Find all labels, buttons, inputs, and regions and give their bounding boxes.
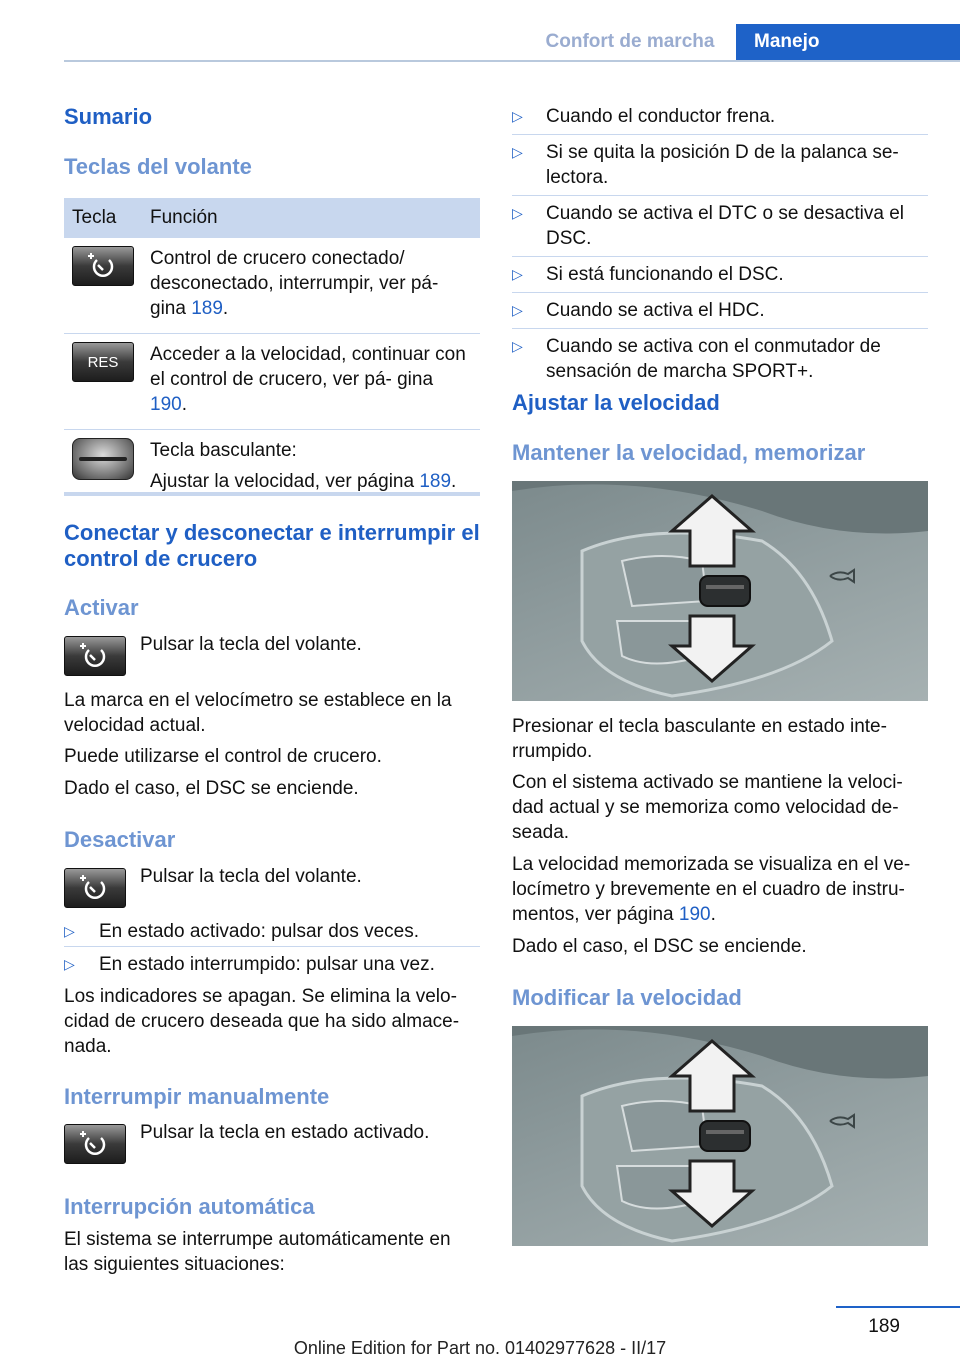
- manual-instruction: Pulsar la tecla en estado activado.: [140, 1122, 430, 1143]
- list-item: [512, 298, 928, 329]
- ajustar-para-3-end: .: [710, 904, 716, 925]
- table-bottom-rule: [64, 492, 480, 496]
- col-function-header: Función: [142, 198, 480, 238]
- list-item: [64, 952, 480, 977]
- cruise-control-key-icon: [64, 1124, 126, 1164]
- footer-edition: Online Edition for Part no. 01402977628 - II/17: [293, 1338, 667, 1358]
- row3-end: .: [451, 471, 457, 492]
- triangle-bullet-icon: ▷: [512, 338, 523, 354]
- bullet-text: En estado interrumpido: pulsar una vez.: [99, 954, 435, 975]
- steering-wheel-rocker-illustration: [512, 481, 928, 701]
- subtitle-modificar: Modificar la velocidad: [512, 985, 742, 1010]
- activar-para-2: Puede utilizarse el control de crucero.: [64, 746, 382, 767]
- row2-text: Acceder a la velocidad, continuar con el control de crucero, ver pá- gina: [150, 344, 466, 390]
- bullet-text: Cuando se activa con el conmutador de sensación de marcha SPORT+.: [546, 336, 881, 382]
- bullet-text: En estado activado: pulsar dos veces.: [99, 921, 420, 942]
- page-title: Sumario: [64, 104, 153, 129]
- cruise-control-key-icon: [72, 246, 134, 286]
- bullet-text: Cuando se activa el HDC.: [546, 300, 765, 321]
- cruise-control-key-icon: [64, 636, 126, 676]
- ajustar-para-3-text: La velocidad memorizada se visualiza en el ve- locímetro y brevemente en el cuadro de instru- mentos, ver página: [512, 854, 911, 925]
- list-item: [512, 104, 928, 135]
- row1-text: Control de crucero conectado/ desconectado, interrumpir, ver pá- gina: [150, 248, 439, 319]
- footer-rule: [836, 1306, 960, 1308]
- heading-activar: Activar: [64, 595, 139, 620]
- list-item: [64, 919, 480, 944]
- row3-page-link[interactable]: 189: [419, 471, 452, 492]
- auto-para: El sistema se interrumpe automáticamente en las siguientes situaciones:: [64, 1229, 451, 1275]
- activar-para-3: Dado el caso, el DSC se enciende.: [64, 778, 359, 799]
- table-row: [64, 238, 480, 334]
- list-item: [512, 334, 928, 384]
- header-chapter-tab: Manejo: [736, 24, 960, 60]
- cruise-control-key-icon: [64, 868, 126, 908]
- header-divider: [64, 60, 960, 62]
- heading-desactivar: Desactivar: [64, 827, 176, 852]
- section-title-cruise: Conectar y desconectar e interrumpir el control de crucero: [64, 520, 480, 571]
- subtitle-mantener: Mantener la velocidad, memorizar: [512, 440, 866, 465]
- section-title-ajustar: Ajustar la velocidad: [512, 390, 720, 415]
- desactivar-para: Los indicadores se apagan. Se elimina la velo- cidad de crucero deseada que ha sido almace- nada.: [64, 986, 460, 1057]
- ajustar-para-2: Con el sistema activado se mantiene la veloci- dad actual y se memoriza como velocidad de- seada.: [512, 772, 903, 843]
- col-key-header: Tecla: [64, 198, 142, 238]
- steering-wheel-rocker-illustration: [512, 1026, 928, 1246]
- triangle-bullet-icon: ▷: [64, 956, 75, 972]
- heading-interrumpir-manual: Interrumpir manualmente: [64, 1084, 330, 1109]
- activar-para-1: La marca en el velocímetro se establece en la velocidad actual.: [64, 690, 452, 736]
- res-key-icon: RES: [72, 342, 134, 382]
- row2-end: .: [181, 394, 187, 415]
- ajustar-para-1: Presionar el tecla basculante en estado inte- rrumpido.: [512, 716, 887, 762]
- ajustar-para-4: Dado el caso, el DSC se enciende.: [512, 936, 807, 957]
- row1-end: .: [222, 298, 229, 319]
- list-item: [512, 201, 928, 257]
- bullet-text: Cuando se activa el DTC o se desactiva el DSC.: [546, 203, 905, 249]
- triangle-bullet-icon: ▷: [512, 266, 523, 282]
- subtitle-steering-keys: Teclas del volante: [64, 154, 252, 179]
- bullet-text: Si se quita la posición D de la palanca se- lectora.: [546, 142, 899, 188]
- list-item: [512, 140, 928, 196]
- row2-page-link[interactable]: 190: [150, 394, 182, 415]
- bullet-text: Cuando el conductor frena.: [546, 106, 776, 127]
- bullet-divider: [64, 946, 480, 947]
- list-item: [512, 262, 928, 293]
- triangle-bullet-icon: ▷: [512, 302, 523, 318]
- triangle-bullet-icon: ▷: [512, 205, 523, 221]
- bullet-text: Si está funcionando el DSC.: [546, 264, 784, 285]
- triangle-bullet-icon: ▷: [512, 108, 523, 124]
- heading-interrupcion-auto: Interrupción automática: [64, 1194, 315, 1219]
- keys-table: [64, 198, 480, 506]
- desactivar-instruction: Pulsar la tecla del volante.: [140, 866, 362, 887]
- row3-text1: Tecla basculante:: [150, 440, 297, 461]
- page-number: 189: [868, 1316, 900, 1337]
- table-row: [64, 334, 480, 430]
- ajustar-page-link[interactable]: 190: [678, 904, 711, 925]
- activar-instruction: Pulsar la tecla del volante.: [140, 634, 362, 655]
- ajustar-para-3: [512, 852, 928, 927]
- row3-text2: Ajustar la velocidad, ver página: [150, 471, 415, 492]
- rocker-switch-icon: [72, 438, 134, 480]
- triangle-bullet-icon: ▷: [512, 144, 523, 160]
- row1-page-link[interactable]: 189: [191, 298, 223, 319]
- triangle-bullet-icon: ▷: [64, 923, 75, 939]
- header-section: Confort de marcha: [545, 31, 715, 52]
- auto-conditions-list: [512, 104, 928, 384]
